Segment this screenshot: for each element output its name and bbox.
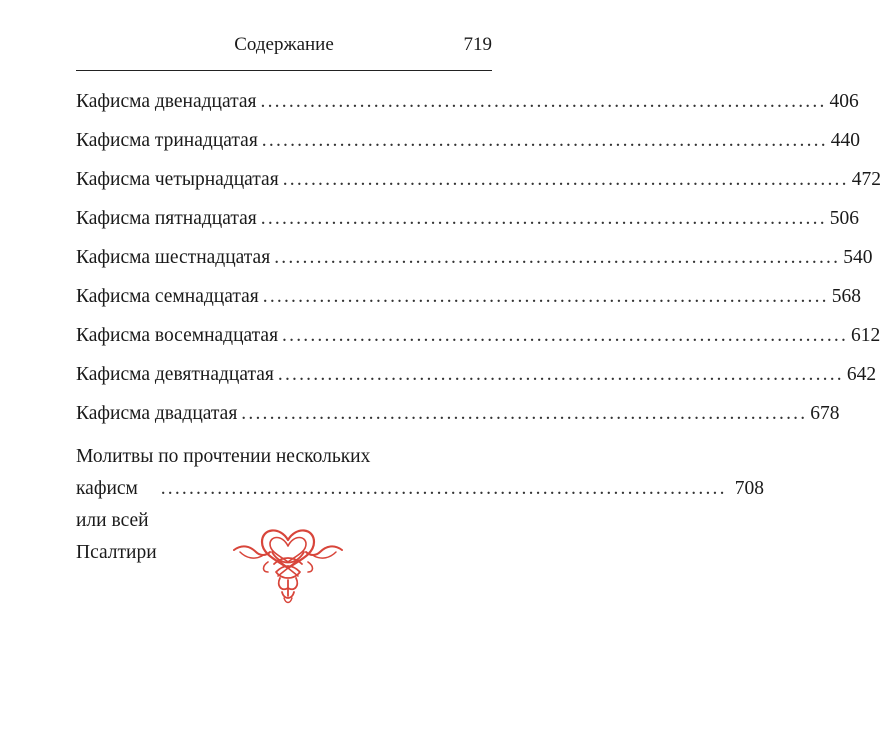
toc-entry	[76, 240, 873, 279]
dot-leader: ................................................................................	[277, 364, 844, 385]
header-rule	[76, 70, 492, 71]
celtic-knot-ornament-icon	[232, 522, 344, 606]
toc-entry-page: 472	[851, 169, 881, 190]
toc-entry-title: Кафисма восемнадцатая	[76, 325, 279, 346]
dot-leader: ................................................................................	[160, 478, 727, 499]
toc-entry-title-line1: Молитвы по прочтении нескольких	[76, 446, 371, 467]
toc-entry-page: 568	[831, 286, 861, 307]
dot-leader: ................................................................................	[274, 247, 841, 268]
dot-leader: ................................................................................	[260, 208, 827, 229]
dot-leader: ................................................................................	[282, 325, 849, 346]
toc-entry-title: Кафисма шестнадцатая	[76, 247, 271, 268]
toc-entry	[76, 318, 881, 357]
dot-leader: ................................................................................	[262, 286, 829, 307]
toc-entry	[76, 123, 861, 162]
dot-leader: ................................................................................	[260, 91, 827, 112]
page-number: 719	[463, 34, 492, 55]
toc-entry-page: 678	[810, 403, 840, 424]
toc-entry-title: Кафисма двенадцатая	[76, 91, 257, 112]
toc-entry-title: Кафисма четырнадцатая	[76, 169, 279, 190]
toc-entry-page: 708	[734, 478, 764, 499]
toc-entry	[76, 162, 881, 201]
toc-entry	[76, 84, 859, 123]
table-of-contents	[76, 84, 881, 569]
toc-entry-page: 540	[843, 247, 873, 268]
section-title: Содержание	[234, 34, 334, 55]
toc-entry-page: 506	[829, 208, 860, 229]
toc-entry	[76, 201, 860, 240]
toc-entry-title: Кафисма девятнадцатая	[76, 364, 274, 385]
dot-leader: ................................................................................	[261, 130, 828, 151]
toc-entry-title: Кафисма семнадцатая	[76, 286, 259, 307]
toc-entry-title: Кафисма пятнадцатая	[76, 208, 257, 229]
toc-entry	[76, 396, 840, 435]
toc-entry	[76, 279, 861, 318]
toc-entry-page: 406	[829, 91, 859, 112]
toc-entry-title: Кафисма тринадцатая	[76, 130, 258, 151]
toc-entry-title: Кафисма двадцатая	[76, 403, 238, 424]
toc-entry-page: 440	[830, 130, 861, 151]
toc-entry-title-line2: кафисм или всей Псалтири	[76, 478, 157, 563]
toc-entry-page: 612	[851, 325, 881, 346]
toc-entry-page: 642	[846, 364, 877, 385]
dot-leader: ................................................................................	[241, 403, 808, 424]
running-head	[76, 34, 492, 62]
toc-entry	[76, 357, 877, 396]
dot-leader: ................................................................................	[282, 169, 849, 190]
